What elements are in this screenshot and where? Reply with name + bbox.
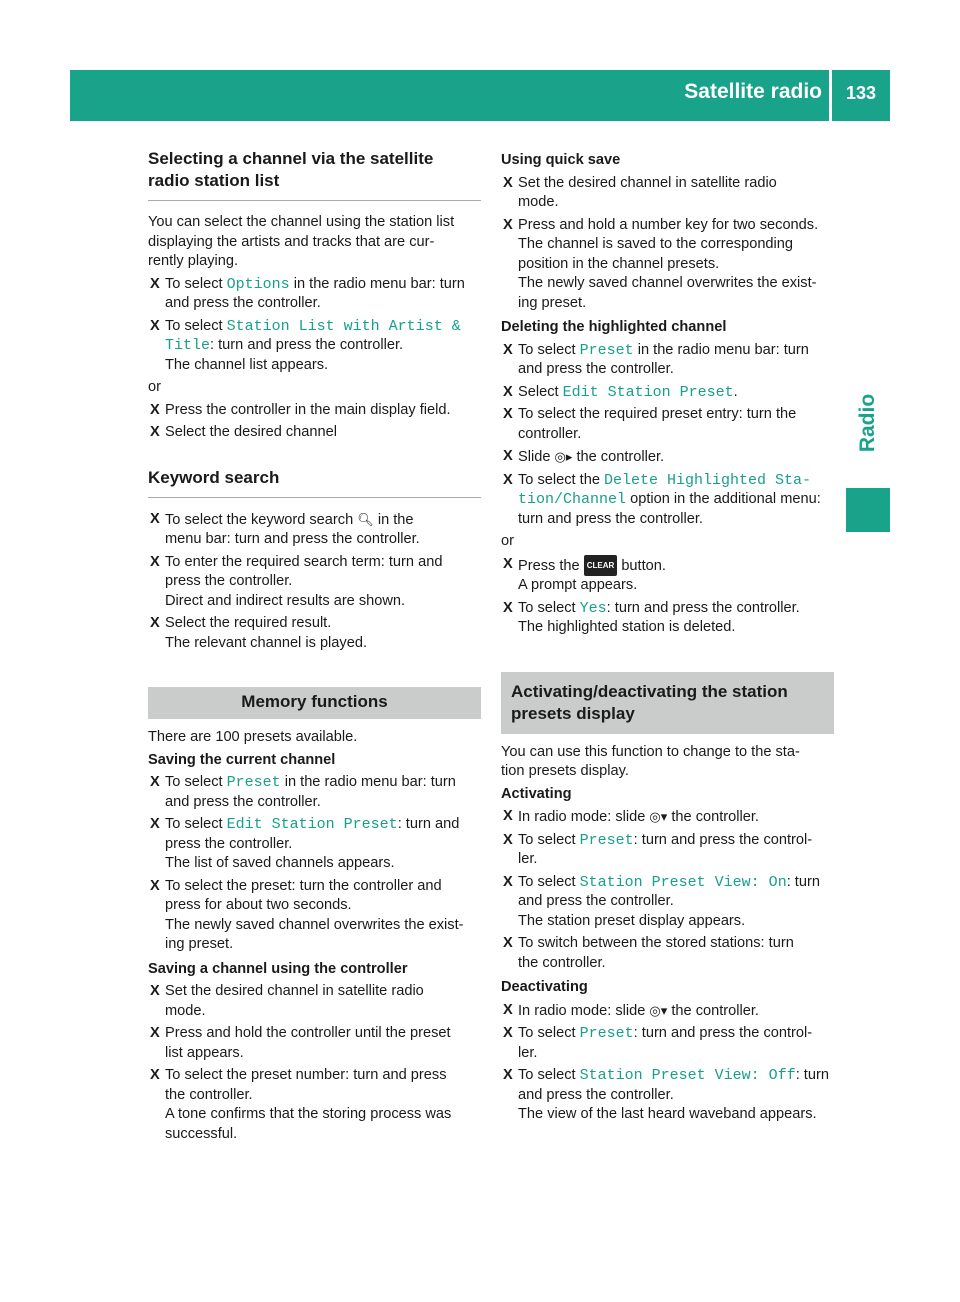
step-slide-controller: X Slide ◎▸ the controller.	[501, 447, 834, 468]
subheading-saving-current: Saving the current channel	[148, 751, 336, 768]
header-bar	[70, 70, 890, 121]
step-set-channel: X Set the desired channel in satellite radio mode.	[148, 982, 481, 1021]
step-preset-view-on: X To select Station Preset View: On: turn and press the controller. The station preset display appears.	[501, 873, 834, 932]
step-switch-stations: X To switch between the stored stations: turn the controller.	[501, 934, 834, 973]
step-delete-select-preset: X To select Preset in the radio menu bar: turn and press the controller.	[501, 341, 834, 380]
step-deactivate-select-preset: X To select Preset: turn and press the control- ler.	[501, 1024, 834, 1063]
subheading-deactivating: Deactivating	[501, 979, 588, 995]
step-activate-slide: X In radio mode: slide ◎▾ the controller.	[501, 807, 834, 828]
heading-station-presets-display: Activating/deactivating the station presets display	[501, 672, 834, 734]
heading-memory-functions: Memory functions	[148, 687, 481, 719]
step-activate-select-preset: X To select Preset: turn and press the control- ler.	[501, 831, 834, 870]
step-deactivate-slide: X In radio mode: slide ◎▾ the controller.	[501, 1001, 834, 1022]
side-tab	[846, 376, 890, 470]
side-tab-marker	[846, 488, 890, 532]
step-hold-number-key: X Press and hold a number key for two seconds. The channel is saved to the corresponding position in the channel presets. The newly saved channel overwrites the exist- ing preset.	[501, 216, 834, 314]
step-select-options: X To select Options in the radio menu bar: turn and press the controller.	[148, 275, 481, 314]
subheading-saving-controller: Saving a channel using the controller	[148, 960, 408, 977]
or-text: or	[501, 533, 514, 549]
or-text: or	[148, 379, 161, 395]
step-select-result: X Select the required result. The relevant channel is played.	[148, 614, 481, 653]
section-title: Satellite radio	[684, 80, 822, 103]
intro-paragraph: You can select the channel using the station list displaying the artists and tracks that are cur- rently playing.	[148, 214, 455, 269]
controller-slide-down-icon: ◎▾	[649, 809, 668, 824]
presets-display-intro: You can use this function to change to the sta- tion presets display.	[501, 743, 800, 779]
step-keyword-search: X To select the keyword search 🔍︎ in the menu bar: turn and press the controller.	[148, 510, 481, 550]
step-enter-search-term: X To enter the required search term: turn and press the controller. Direct and indirect results are shown.	[148, 553, 481, 612]
step-press-controller: X Press the controller in the main display field.	[148, 401, 481, 421]
key-icon: 🔍︎	[357, 511, 374, 527]
step-preset-view-off: X To select Station Preset View: Off: turn and press the controller. The view of the last heard waveband appears.	[501, 1066, 834, 1125]
step-set-channel-quick: X Set the desired channel in satellite radio mode.	[501, 174, 834, 213]
step-select-preset-number: X To select the preset number: turn and press the controller. A tone confirms that the storing process was successful.	[148, 1066, 481, 1144]
step-edit-station-preset: X To select Edit Station Preset: turn and press the controller. The list of saved channels appears.	[148, 815, 481, 874]
step-select-yes: X To select Yes: turn and press the controller. The highlighted station is deleted.	[501, 599, 834, 638]
subheading-quick-save: Using quick save	[501, 152, 621, 168]
left-column	[148, 148, 481, 1144]
step-select-preset-hold: X To select the preset: turn the controller and press for about two seconds. The newly saved channel overwrites the exist- ing preset.	[148, 877, 481, 955]
step-select-preset: X To select Preset in the radio menu bar: turn and press the controller.	[148, 773, 481, 812]
presets-count-text: There are 100 presets available.	[148, 729, 358, 745]
subheading-deleting: Deleting the highlighted channel	[501, 319, 727, 335]
clear-key-icon: CLEAR	[584, 555, 618, 577]
header-divider	[829, 70, 832, 121]
step-select-channel: X Select the desired channel	[148, 423, 481, 443]
side-tab-label: Radio	[856, 393, 879, 453]
step-press-clear: X Press the CLEAR button. A prompt appears.	[501, 555, 834, 596]
heading-select-channel: Selecting a channel via the satellite radio station list	[148, 149, 434, 190]
controller-slide-down-icon: ◎▾	[649, 1002, 668, 1018]
step-select-preset-entry: X To select the required preset entry: turn the controller.	[501, 405, 834, 444]
step-hold-controller: X Press and hold the controller until the preset list appears.	[148, 1024, 481, 1063]
step-delete-edit-preset: X Select Edit Station Preset.	[501, 383, 834, 403]
step-select-station-list: X To select Station List with Artist & Title: turn and press the controller. The channel list appears.	[148, 317, 481, 376]
controller-slide-right-icon: ◎▸	[554, 449, 573, 464]
step-delete-highlighted: X To select the Delete Highlighted Sta‐ tion/Channel option in the additional menu: turn and press the controller.	[501, 471, 834, 530]
subheading-activating: Activating	[501, 785, 572, 802]
heading-keyword-search: Keyword search	[148, 467, 280, 487]
right-column	[501, 151, 834, 1125]
page-number: 133	[845, 83, 876, 103]
